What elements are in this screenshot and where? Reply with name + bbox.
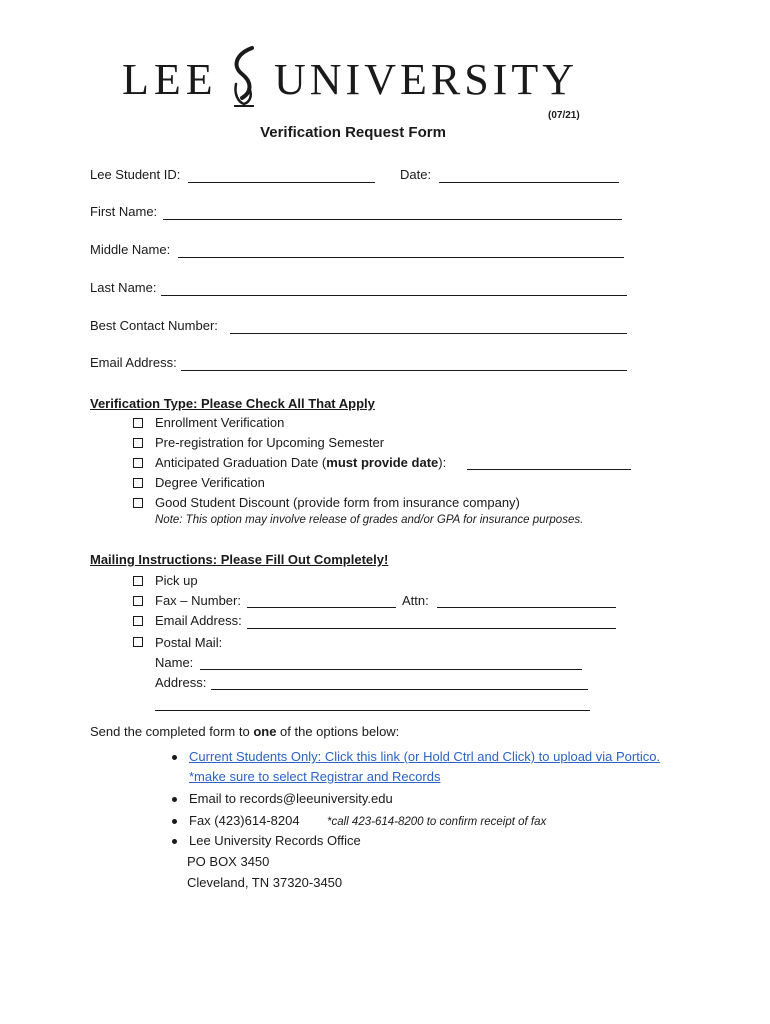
insurance-note: Note: This option may involve release of grades and/or GPA for insurance purposes. bbox=[155, 514, 584, 526]
pickup-checkbox[interactable] bbox=[133, 576, 143, 586]
email-field[interactable] bbox=[181, 370, 627, 371]
portico-registrar-link[interactable]: *make sure to select Registrar and Records bbox=[189, 769, 441, 784]
graduation-date-text: Anticipated Graduation Date ( bbox=[155, 455, 327, 470]
logo-text-lee: LEE bbox=[122, 55, 218, 104]
fax-attn-label: Attn: bbox=[402, 593, 429, 608]
email-label: Email Address: bbox=[90, 355, 177, 370]
middle-name-field[interactable] bbox=[178, 257, 624, 258]
send-intro-post: of the options below: bbox=[276, 724, 400, 739]
logo-text-university: UNIVERSITY bbox=[274, 55, 578, 104]
city-state-zip: Cleveland, TN 37320-3450 bbox=[187, 875, 343, 890]
best-contact-field[interactable] bbox=[230, 333, 627, 334]
preregistration-label: Pre-registration for Upcoming Semester bbox=[155, 435, 385, 450]
lee-university-logo bbox=[122, 44, 578, 110]
bullet-icon bbox=[172, 755, 177, 760]
graduation-date-bold: must provide date bbox=[326, 455, 439, 470]
records-office-option: Lee University Records Office bbox=[189, 833, 361, 848]
last-name-label: Last Name: bbox=[90, 280, 157, 295]
email-delivery-checkbox[interactable] bbox=[133, 616, 143, 626]
fax-attn-field[interactable] bbox=[437, 607, 616, 608]
graduation-date-suffix: ): bbox=[438, 455, 447, 470]
send-intro-bold: one bbox=[253, 724, 277, 739]
postal-address-field[interactable] bbox=[211, 689, 588, 690]
send-instructions bbox=[90, 724, 399, 739]
postal-name-field[interactable] bbox=[200, 669, 582, 670]
good-student-discount-checkbox[interactable] bbox=[133, 498, 143, 508]
postal-address-field-line2[interactable] bbox=[155, 710, 590, 711]
postal-name-label: Name: bbox=[155, 655, 194, 670]
mailing-instructions-heading: Mailing Instructions: Please Fill Out Completely! bbox=[90, 552, 389, 567]
enrollment-verification-checkbox[interactable] bbox=[133, 418, 143, 428]
degree-verification-label: Degree Verification bbox=[155, 475, 265, 490]
fax-confirm-note: *call 423-614-8200 to confirm receipt of fax bbox=[327, 816, 547, 828]
pickup-label: Pick up bbox=[155, 573, 198, 588]
fax-number-label: Fax – Number: bbox=[155, 593, 241, 608]
graduation-date-field[interactable] bbox=[467, 469, 631, 470]
send-intro-pre: Send the completed form to bbox=[90, 724, 254, 739]
postal-mail-checkbox[interactable] bbox=[133, 637, 143, 647]
fax-number-field[interactable] bbox=[247, 607, 396, 608]
degree-verification-checkbox[interactable] bbox=[133, 478, 143, 488]
email-option: Email to records@leeuniversity.edu bbox=[189, 791, 393, 806]
graduation-date-checkbox[interactable] bbox=[133, 458, 143, 468]
first-name-label: First Name: bbox=[90, 204, 158, 219]
best-contact-label: Best Contact Number: bbox=[90, 318, 218, 333]
last-name-field[interactable] bbox=[161, 295, 627, 296]
postal-mail-label: Postal Mail: bbox=[155, 635, 223, 650]
verification-type-heading: Verification Type: Please Check All That Apply bbox=[90, 396, 375, 411]
date-label: Date: bbox=[400, 167, 432, 182]
enrollment-verification-label: Enrollment Verification bbox=[155, 415, 285, 430]
preregistration-checkbox[interactable] bbox=[133, 438, 143, 448]
first-name-field[interactable] bbox=[163, 219, 622, 220]
middle-name-label: Middle Name: bbox=[90, 242, 171, 257]
portico-upload-link[interactable]: Current Students Only: Click this link (or Hold Ctrl and Click) to upload via Portico. bbox=[189, 749, 661, 764]
fax-checkbox[interactable] bbox=[133, 596, 143, 606]
graduation-date-label bbox=[155, 455, 446, 470]
student-id-field[interactable] bbox=[188, 182, 375, 183]
fax-option: Fax (423)614-8204 bbox=[189, 813, 300, 828]
email-delivery-field[interactable] bbox=[247, 628, 616, 629]
postal-address-label: Address: bbox=[155, 675, 207, 690]
flame-emblem-icon bbox=[222, 44, 266, 110]
student-id-label: Lee Student ID: bbox=[90, 167, 181, 182]
bullet-icon bbox=[172, 797, 177, 802]
form-version: (07/21) bbox=[548, 110, 580, 121]
po-box: PO BOX 3450 bbox=[187, 854, 270, 869]
bullet-icon bbox=[172, 839, 177, 844]
form-title: Verification Request Form bbox=[260, 124, 446, 141]
date-field[interactable] bbox=[439, 182, 619, 183]
bullet-icon bbox=[172, 819, 177, 824]
good-student-discount-label: Good Student Discount (provide form from insurance company) bbox=[155, 495, 520, 510]
email-delivery-label: Email Address: bbox=[155, 613, 242, 628]
